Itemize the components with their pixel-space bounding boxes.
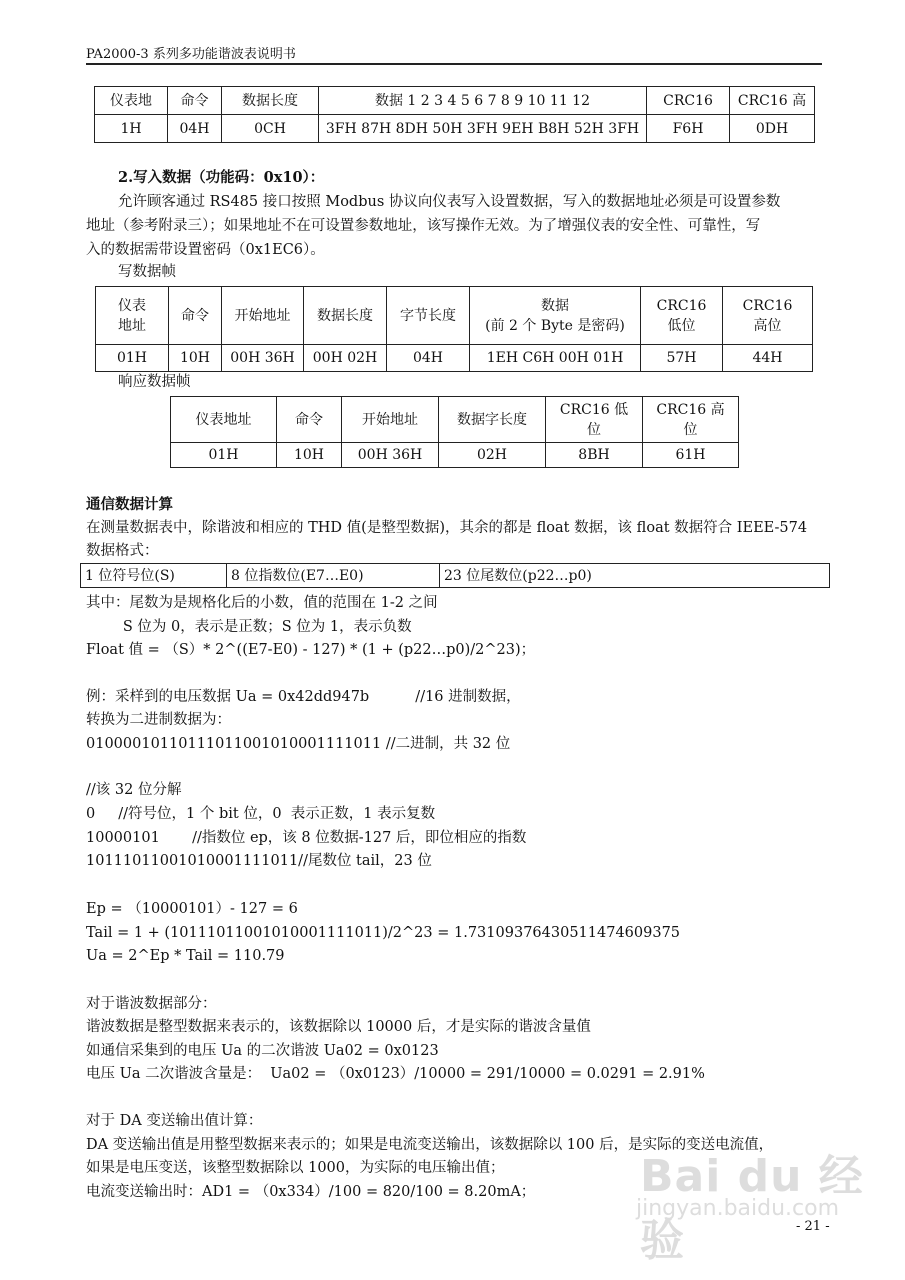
header-text: CRC16 低 (559, 401, 629, 418)
cell: 10H (277, 443, 342, 468)
cell: 00H 36H (342, 443, 439, 468)
paragraph-line: 入的数据需带设置密码（0x1EC6）。 (86, 242, 325, 258)
body-line: Ua = 2^Ep * Tail = 110.79 (86, 948, 285, 964)
cell: 02H (439, 443, 546, 468)
header-cell (342, 397, 439, 443)
mantissa-cell: 23 位尾数位(p22…p0) (440, 564, 830, 588)
body-line: Tail = 1 + (10111011001010001111011)/2^23 = 1.7310937643051147460937​5 (86, 925, 681, 941)
cell: 57H (641, 345, 723, 372)
header-text: 数据字长度 (457, 411, 527, 428)
header-text: 位 (587, 421, 601, 438)
cell: 1EH C6H 00H 01H (470, 345, 641, 372)
body-line: //该 32 位分解 (86, 782, 182, 798)
body-line: 如果是电压变送，该整型数据除以 1000，为实际的电压输出值； (86, 1160, 505, 1176)
cell: 0DH (730, 115, 815, 143)
body-line: 电压 Ua 二次谐波含量是： Ua02 = （0x0123）/10000 = 291/10000 = 0.0291 = 2.91% (86, 1066, 705, 1082)
header-cell (546, 397, 643, 443)
header-text: (前 2 个 Byte 是密码) (485, 317, 625, 334)
cell: 1H (95, 115, 168, 143)
cell: 8BH (546, 443, 643, 468)
watermark-url: jingyan.baidu.com (636, 1196, 840, 1221)
read-response-table (94, 86, 815, 143)
cell: 00H 02H (304, 345, 387, 372)
body-line: 电流变送输出时：AD1 = （0x334）/100 = 820/100 = 8.20mA； (86, 1184, 536, 1200)
float-format-table (80, 563, 830, 588)
header-text: 数据 (541, 297, 569, 314)
cell: 61H (643, 443, 739, 468)
write-frame-table (95, 286, 813, 372)
body-line: 01000010110111011001010001111011 //二进制，共 32 位 (86, 736, 511, 752)
header-text: 低位 (667, 317, 696, 334)
header-cell (277, 397, 342, 443)
header-cell (169, 287, 222, 345)
header-text: 开始地址 (234, 307, 291, 324)
cell: 01H (96, 345, 169, 372)
page-number: - 21 - (796, 1219, 830, 1234)
header-rule (86, 63, 822, 65)
header-text: CRC16 (742, 297, 793, 314)
header-text: 命令 (295, 411, 323, 428)
comm-title: 通信数据计算 (86, 496, 173, 513)
header-text: 仪表 (118, 297, 146, 314)
header-cell: CRC16 (647, 87, 730, 115)
body-line: 谐波数据是整型数据来表示的，该数据除以 10000 后，才是实际的谐波含量值 (86, 1019, 591, 1035)
document-header: PA2000-3 系列多功能谐波表说明书 (86, 47, 296, 62)
cell: 10H (169, 345, 222, 372)
header-text: 位 (683, 421, 698, 438)
header-cell (222, 287, 304, 345)
cell: 00H 36H (222, 345, 304, 372)
header-cell (387, 287, 470, 345)
body-line: Float 值 = （S）* 2^((E7-E0) - 127) * (1 + (p22…p0)/2^23)； (86, 642, 536, 658)
cell: 04H (387, 345, 470, 372)
body-line: 对于谐波数据部分： (86, 996, 217, 1012)
write-frame-label: 写数据帧 (118, 264, 176, 280)
header-cell (439, 397, 546, 443)
header-text: 地址 (118, 317, 146, 334)
body-line: 对于 DA 变送输出值计算： (86, 1113, 263, 1129)
header-cell: 仪表地 (95, 87, 168, 115)
header-cell (641, 287, 723, 345)
header-cell (171, 397, 277, 443)
paragraph-line: 地址（参考附录三）；如果地址不在可设置参数地址，该写操作无效。为了增强仪表的安全性、可靠性，写 (86, 218, 761, 234)
cell: 0CH (222, 115, 319, 143)
cell: 04H (168, 115, 222, 143)
header-cell: 数据长度 (222, 87, 319, 115)
cell: F6H (647, 115, 730, 143)
body-line: 如通信采集到的电压 Ua 的二次谐波 Ua02 = 0x0123 (86, 1043, 439, 1059)
header-cell: CRC16 高 (730, 87, 815, 115)
response-frame-label: 响应数据帧 (118, 374, 191, 390)
header-cell (96, 287, 169, 345)
body-line: 其中：尾数为是规格化后的小数，值的范围在 1-2 之间 (86, 595, 438, 611)
header-text: 开始地址 (362, 411, 418, 428)
header-cell: 数据 1 2 3 4 5 6 7 8 9 10 11 12 (319, 87, 647, 115)
sign-bit-cell: 1 位符号位(S) (81, 564, 227, 588)
body-line: 10111011001010001111011//尾数位 tail，23 位 (86, 853, 432, 869)
header-cell: 命令 (168, 87, 222, 115)
paragraph-line: 在测量数据表中，除谐波和相应的 THD 值(是整型数据)，其余的都是 float 数据，该 float 数据符合 IEEE-574 (86, 520, 808, 536)
header-text: CRC16 高 (656, 401, 725, 418)
body-line: Ep = （10000101）- 127 = 6 (86, 901, 298, 917)
paragraph-line: 数据格式： (86, 543, 159, 559)
body-line: 0 //符号位，1 个 bit 位，0 表示正数，1 表示复数 (86, 806, 436, 822)
section-title: 2.写入数据（功能码：0x10）： (118, 169, 325, 186)
baidu-watermark-logo: Bai du 经验 (640, 1151, 864, 1266)
cell: 44H (723, 345, 813, 372)
cell: 3FH 87H 8DH 50H 3FH 9EH B8H 52H 3FH (319, 115, 647, 143)
header-text: 字节长度 (400, 307, 456, 324)
exponent-cell: 8 位指数位(E7…E0) (227, 564, 440, 588)
body-line: DA 变送输出值是用整型数据来表示的；如果是电流变送输出，该数据除以 100 后，是实际的变送电流值， (86, 1137, 774, 1153)
cell: 01H (171, 443, 277, 468)
body-line: 10000101 //指数位 ep，该 8 位数据-127 后，即位相应的指数 (86, 830, 527, 846)
header-text: 命令 (181, 307, 209, 324)
body-line: 例：采样到的电压数据 Ua = 0x42dd947b //16 进制数据， (86, 689, 521, 705)
header-cell (470, 287, 641, 345)
header-cell (643, 397, 739, 443)
body-line: 转换为二进制数据为： (86, 712, 231, 728)
body-line: S 位为 0，表示是正数；S 位为 1，表示负数 (86, 619, 412, 635)
header-text: 数据长度 (317, 307, 373, 324)
paragraph-line: 允许顾客通过 RS485 接口按照 Modbus 协议向仪表写入设置数据，写入的数据地址必须是可设置参数 (118, 194, 781, 210)
header-text: CRC16 (656, 297, 707, 314)
header-text: 仪表地址 (195, 411, 252, 428)
header-cell (304, 287, 387, 345)
response-frame-table (170, 396, 739, 468)
header-cell (723, 287, 813, 345)
header-text: 高位 (753, 317, 782, 334)
